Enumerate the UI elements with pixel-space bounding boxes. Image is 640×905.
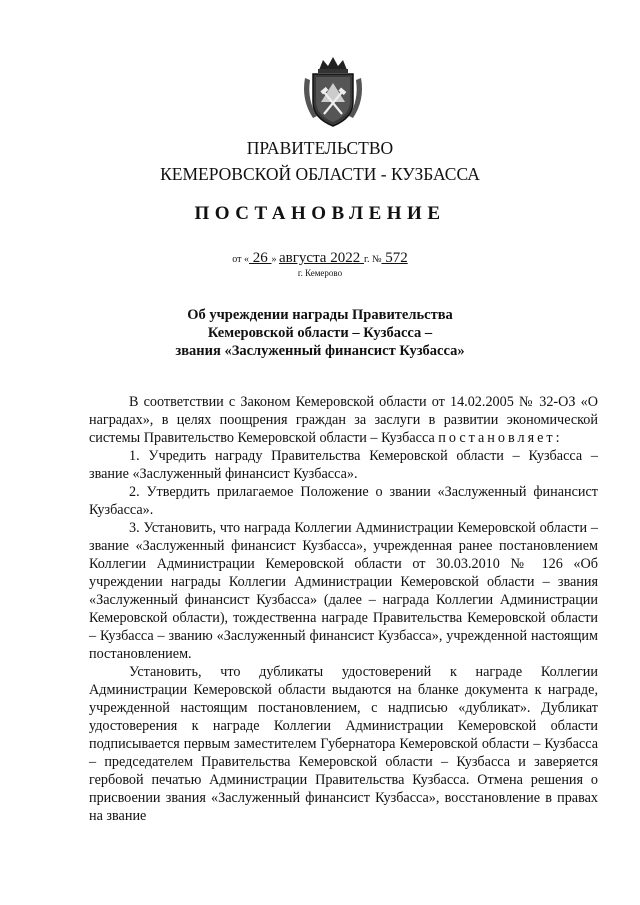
paragraph-1-text: В соответствии с Законом Кемеровской области от 14.02.2005 № 32-ОЗ «О наградах», в целях поощрения граждан за заслуги в развитии экономической системы Правительство Кемеровской области – Кузбасса	[89, 394, 598, 446]
paragraph-item-3: 3. Установить, что награда Коллегии Администрации Кемеровской области – звание «Заслуженный финансист Кузбасса», учрежденная ранее постановлением Коллегии Администрации Кемеровской области от 30.03.2010 № 126 «Об учреждении награды Коллегии Администрации Кемеровской области – звания «Заслуженный финансист Кузбасса» (далее – награда Коллегии Администрации Кемеровской области), тождественна награде Правительства Кемеровской области – Кузбасса – званию «Заслуженный финансист Кузбасса», учрежденной настоящим постановлением.	[89, 520, 598, 662]
date-day: 26	[249, 250, 272, 266]
coat-of-arms-icon	[299, 56, 367, 128]
title-line-3: звания «Заслуженный финансист Кузбасса»	[175, 343, 465, 359]
government-name-line1: ПРАВИТЕЛЬСТВО	[246, 138, 394, 158]
paragraph-item-1: 1. Учредить награду Правительства Кемеровской области – Кузбасса – звание «Заслуженный финансист Кузбасса».	[89, 448, 598, 482]
date-mid: »	[271, 254, 280, 265]
date-prefix: от «	[232, 254, 250, 265]
government-name-line2: КЕМЕРОВСКОЙ ОБЛАСТИ - КУЗБАССА	[160, 164, 480, 184]
document-body	[89, 393, 598, 825]
paragraph-item-3-continued: Установить, что дубликаты удостоверений к награде Коллегии Администрации Кемеровской области выдаются на бланке документа к награде, учрежденной настоящим постановлением, с надписью «дубликат». Дубликат удостоверения к награде Коллегии Администрации Кемеровской области подписывается первым заместителем Губернатора Кемеровской области – Кузбасса – председателем Правительства Кемеровской области – Кузбасса и заверяется гербовой печатью Администрации Правительства Кузбасса. Отмена решения о присвоении звания «Заслуженный финансист Кузбасса», восстановление в правах на звание	[89, 664, 598, 824]
title-line-1: Об учреждении награды Правительства	[187, 307, 453, 323]
resolves-word: постановляет:	[438, 430, 563, 446]
document-type: ПОСТАНОВЛЕНИЕ	[194, 203, 446, 224]
date-g-label: г. №	[363, 254, 382, 265]
date-line	[0, 250, 640, 267]
date-month-year: августа 2022	[279, 250, 364, 266]
document-title	[0, 306, 640, 360]
city: г. Кемерово	[297, 268, 343, 278]
decree-number: 572	[381, 250, 408, 266]
paragraph-1	[89, 393, 598, 447]
title-line-2: Кемеровской области – Кузбасса –	[207, 325, 433, 341]
paragraph-item-2: 2. Утвердить прилагаемое Положение о звании «Заслуженный финансист Кузбасса».	[89, 484, 598, 518]
